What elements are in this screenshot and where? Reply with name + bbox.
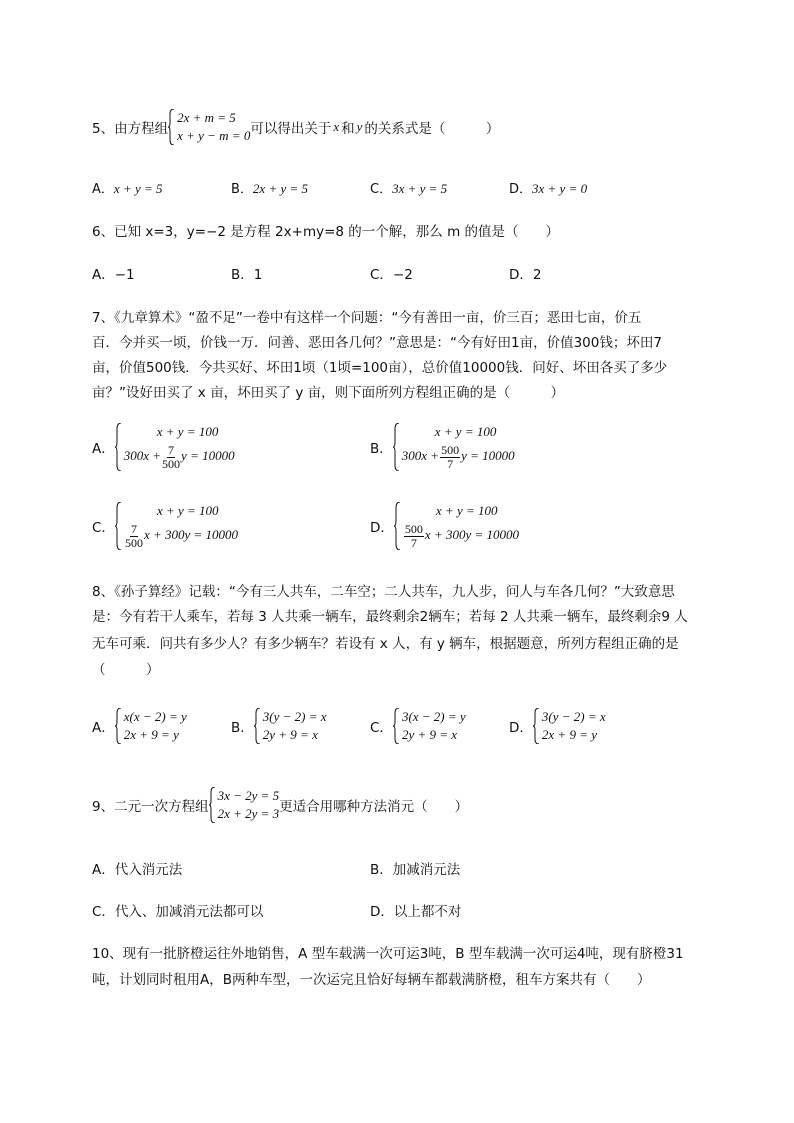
q7-option-b-row1: x + y = 100 [434, 424, 497, 439]
q6-option-d-value: 2 [532, 267, 542, 283]
q7-option-b-label: B． [370, 441, 393, 457]
q5-option-c-label: C． [370, 182, 393, 197]
question-7-line-4: 亩？”设好田买了 x 亩，坏田买了 y 亩，则下面所列方程组正确的是（ ） [92, 385, 565, 401]
q7-option-c-row2 [124, 520, 238, 550]
q7-option-a-row1: x + y = 100 [156, 424, 219, 439]
q5-var-y: y [356, 119, 363, 134]
brace-icon [115, 708, 122, 744]
q9-option-b-label: B． [370, 862, 393, 878]
q7-option-b-den: 7 [447, 456, 454, 471]
brace-icon [533, 708, 540, 744]
question-8-line-2: 是：今有若干人乘车，若每 3 人共乘一辆车，最终剩余2辆车；若每 2 人共乘一辆车，最终剩余9 人 [92, 609, 688, 625]
q6-option-c-label: C． [370, 267, 393, 283]
q6-option-a-value: −1 [114, 267, 135, 283]
q7-option-c-label: C． [92, 520, 115, 536]
q7-option-a [92, 423, 235, 471]
q7-option-b-row2 [402, 441, 515, 471]
q5-option-d-expr: 3x + y = 0 [532, 181, 588, 196]
q6-option-d [509, 263, 542, 283]
q5-eq1: 2x + m = 5 [177, 110, 236, 125]
q5-prefix: 5、由方程组 [92, 121, 169, 137]
q8-option-d-label: D． [509, 720, 533, 736]
q7-option-c [92, 502, 238, 550]
brace-icon [254, 708, 261, 744]
brace-icon [209, 787, 216, 823]
q6-option-b-label: B． [231, 267, 254, 283]
q6-option-c-value: −2 [392, 267, 413, 283]
q7-option-a-den: 500 [162, 456, 181, 471]
brace-icon [168, 109, 175, 145]
q7-option-a-num: 7 [168, 442, 175, 457]
q5-suffix-b: 的关系式是（ ） [364, 121, 500, 137]
q8-option-c-label: C． [370, 720, 393, 736]
q9-eq2: 2x + 2y = 3 [217, 806, 280, 821]
q5-suffix-a: 可以得出关于 [250, 121, 332, 137]
brace-icon [115, 423, 122, 471]
q5-var-x: x [333, 119, 340, 134]
q8-option-b [231, 708, 327, 744]
q7-option-a-system [115, 423, 235, 471]
brace-icon [394, 502, 401, 550]
q5-option-d [509, 178, 587, 197]
q9-equation-system [209, 787, 280, 823]
q7-option-b-coef: 300x + [401, 448, 440, 463]
q7-option-d-system [394, 502, 519, 550]
q8-option-b-label: B． [231, 720, 254, 736]
question-10-line-2: 吨，计划同时租用A，B两种车型，一次运完且恰好每辆车都载满脐橙，租车方案共有（ ） [92, 972, 651, 988]
q7-option-d-row1: x + y = 100 [435, 503, 498, 518]
question-10-line-1: 10、现有一批脐橙运往外地销售，A 型车载满一次可运3吨，B 型车载满一次可运4吨，现有脐橙31 [92, 946, 684, 962]
q6-option-b [231, 263, 262, 283]
q5-option-b-label: B． [231, 182, 253, 197]
q7-option-b-system [393, 423, 515, 471]
question-7-line-3: 亩，价值500钱．今共买好、坏田1顷（1顷=100亩），总价值10000钱．问好、坏田各买了多少 [92, 360, 668, 376]
q8-option-c [370, 708, 466, 744]
q8-option-b-system [254, 708, 327, 744]
question-7-line-1: 7、《九章算术》“盈不足”一卷中有这样一个问题：“今有善田一亩，价三百；恶田七亩，价五 [92, 310, 642, 326]
q9-option-d-label: D． [370, 904, 394, 920]
q5-option-c [370, 178, 447, 197]
q7-option-d-den: 7 [410, 535, 417, 550]
question-8-line-3: 无车可乘．问共有多少人？有多少辆车？若设有 x 人，有 y 辆车，根据题意，所列方程组正确的是 [92, 636, 679, 652]
q7-option-c-fraction [125, 523, 143, 550]
q9-suffix: 更适合用哪种方法消元（ ） [279, 799, 469, 815]
q8-option-c-system [393, 708, 466, 744]
q7-option-d-fraction [404, 523, 424, 550]
q9-option-a-label: A． [92, 862, 115, 878]
brace-icon [393, 708, 400, 744]
brace-icon [115, 502, 122, 550]
q7-option-c-row1: x + y = 100 [156, 503, 219, 518]
q7-option-d-label: D． [370, 520, 394, 536]
question-5 [92, 108, 499, 146]
q5-option-b-expr: 2x + y = 5 [252, 181, 309, 196]
q5-option-a-expr: x + y = 5 [113, 181, 163, 196]
q7-option-a-tail: y = 10000 [181, 448, 235, 463]
q5-option-c-expr: 3x + y = 5 [392, 181, 448, 196]
brace-icon [393, 423, 400, 471]
q8-option-a [92, 708, 187, 744]
q9-option-c-label: C． [92, 904, 115, 920]
q5-and: 和 [341, 121, 355, 137]
q9-option-d-text: 以上都不对 [393, 904, 462, 920]
q9-prefix: 9、二元一次方程组 [92, 799, 209, 815]
q8-option-c-eq1: 3(x − 2) = y [401, 709, 466, 724]
q7-option-b-num: 500 [441, 442, 460, 457]
q8-option-d-eq1: 3(y − 2) = x [541, 709, 606, 724]
question-8-line-4: （ ） [92, 662, 160, 678]
q6-option-b-value: 1 [253, 267, 263, 283]
q8-option-d-eq2: 2x + 9 = y [541, 727, 597, 742]
q7-option-b-fraction [440, 444, 460, 471]
q7-option-a-label: A． [92, 441, 115, 457]
q6-option-a-label: A． [92, 267, 115, 283]
q7-option-c-tail: x + 300y = 10000 [143, 527, 239, 542]
q6-option-c [370, 263, 413, 283]
q6-option-d-label: D． [509, 267, 533, 283]
q7-option-c-den: 500 [124, 535, 143, 550]
q8-option-b-eq1: 3(y − 2) = x [262, 709, 327, 724]
q5-eq2: x + y − m = 0 [177, 128, 251, 143]
question-6: 6、已知 x=3，y=−2 是方程 2x+my=8 的一个解，那么 m 的值是（ ） [92, 224, 560, 240]
q5-option-d-label: D． [509, 182, 533, 197]
q9-option-c-text: 代入、加减消元法都可以 [114, 904, 264, 920]
q9-eq1: 3x − 2y = 5 [217, 788, 280, 803]
q5-option-a [92, 178, 163, 197]
q8-option-a-system [115, 708, 187, 744]
question-8-line-1: 8、《孙子算经》记载：“今有三人共车，二车空；二人共车，九人步，问人与车各几何？”大致意思 [92, 584, 675, 600]
q6-option-a [92, 263, 135, 283]
q7-option-d-num: 500 [404, 521, 423, 536]
q7-option-d-tail: x + 300y = 10000 [424, 527, 519, 542]
q7-option-b [370, 423, 515, 471]
q9-option-a-text: 代入消元法 [114, 862, 183, 878]
q8-option-a-eq1: x(x − 2) = y [123, 709, 187, 724]
q7-option-a-coef: 300x + [123, 448, 162, 463]
question-9 [92, 786, 468, 824]
q9-option-b-text: 加减消元法 [392, 862, 461, 878]
q5-option-b [231, 178, 308, 197]
q8-option-d-system [533, 708, 606, 744]
q7-option-b-tail: y = 10000 [461, 448, 515, 463]
q8-option-d [509, 708, 606, 744]
q5-equation-system [168, 109, 250, 145]
q8-option-c-eq2: 2y + 9 = x [401, 727, 458, 742]
q7-option-c-system [115, 502, 238, 550]
q8-option-a-eq2: 2x + 9 = y [123, 727, 179, 742]
q7-option-d-row2 [403, 520, 519, 550]
q9-option-a [92, 858, 182, 878]
q8-option-b-eq2: 2y + 9 = x [262, 727, 318, 742]
q9-option-d [370, 900, 461, 920]
q5-option-a-label: A． [92, 182, 114, 197]
q7-option-a-row2 [124, 441, 235, 471]
q8-option-a-label: A． [92, 720, 115, 736]
q9-option-c [92, 900, 263, 920]
q7-option-c-num: 7 [130, 521, 137, 536]
q9-option-b [370, 858, 460, 878]
question-7-line-2: 百．今并买一顷，价钱一万．问善、恶田各几何？”意思是：“今有好田1亩，价值300钱；坏田7 [92, 335, 662, 351]
q7-option-d [370, 502, 519, 550]
q7-option-a-fraction [162, 444, 180, 471]
